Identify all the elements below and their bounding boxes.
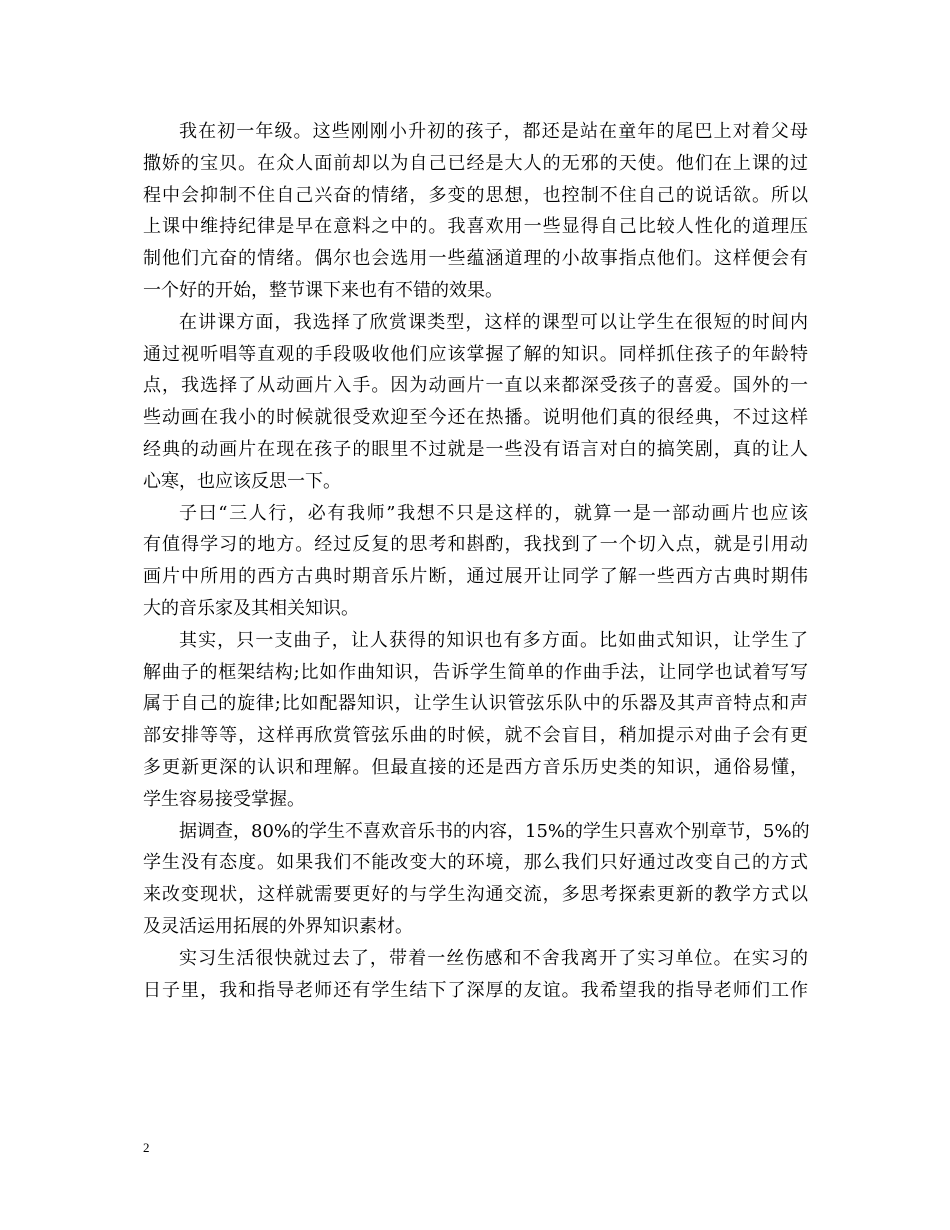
text-line: 来改变现状，这样就需要更好的与学生沟通交流，多思考探索更新的教学方式以 xyxy=(143,884,808,906)
text-line: 及灵活运用拓展的外界知识素材。 xyxy=(143,915,413,937)
document-body xyxy=(143,116,808,1006)
text-line: 学生容易接受掌握。 xyxy=(143,788,305,810)
text-line: 属于自己的旋律;比如配器知识，让学生认识管弦乐队中的乐器及其声音特点和声 xyxy=(143,693,808,715)
paragraph xyxy=(143,625,808,816)
text-line: 多更新更深的认识和理解。但最直接的还是西方音乐历史类的知识，通俗易懂， xyxy=(143,756,808,778)
text-line: 实习生活很快就过去了，带着一丝伤感和不舍我离开了实习单位。在实习的 xyxy=(179,947,808,969)
text-line: 通过视听唱等直观的手段吸收他们应该掌握了解的知识。同样抓住孩子的年龄特 xyxy=(143,343,808,365)
text-line: 在讲课方面，我选择了欣赏课类型，这样的课型可以让学生在很短的时间内 xyxy=(179,311,808,333)
text-line: 大的音乐家及其相关知识。 xyxy=(143,597,359,619)
paragraph xyxy=(143,116,808,307)
text-line: 一个好的开始，整节课下来也有不错的效果。 xyxy=(143,279,503,301)
paragraph xyxy=(143,943,808,1007)
text-line: 些动画在我小的时候就很受欢迎至今还在热播。说明他们真的很经典，不过这样 xyxy=(143,407,808,429)
text-line: 日子里，我和指导老师还有学生结下了深厚的友谊。我希望我的指导老师们工作 xyxy=(143,979,808,1001)
text-line: 我在初一年级。这些刚刚小升初的孩子，都还是站在童年的尾巴上对着父母 xyxy=(179,121,808,142)
text-line: 撒娇的宝贝。在众人面前却以为自己已经是大人的无邪的天使。他们在上课的过 xyxy=(143,152,808,174)
text-line: 解曲子的框架结构;比如作曲知识，告诉学生简单的作曲手法，让同学也试着写写 xyxy=(143,661,808,683)
paragraph xyxy=(143,498,808,625)
page-number: 2 xyxy=(143,1140,150,1155)
text-line: 点，我选择了从动画片入手。因为动画片一直以来都深受孩子的喜爱。国外的一 xyxy=(143,375,808,397)
paragraph xyxy=(143,816,808,943)
text-line: 程中会抑制不住自己兴奋的情绪，多变的思想，也控制不住自己的说话欲。所以 xyxy=(143,184,808,206)
text-line: 上课中维持纪律是早在意料之中的。我喜欢用一些显得自己比较人性化的道理压 xyxy=(143,216,808,238)
text-line: 其实，只一支曲子，让人获得的知识也有多方面。比如曲式知识，让学生了 xyxy=(179,629,808,651)
text-line: 子曰“三人行，必有我师”我想不只是这样的，就算一是一部动画片也应该 xyxy=(179,502,808,524)
text-line: 心寒，也应该反思一下。 xyxy=(143,470,341,492)
text-line: 部安排等等，这样再欣赏管弦乐曲的时候，就不会盲目，稍加提示对曲子会有更 xyxy=(143,725,808,747)
text-line: 经典的动画片在现在孩子的眼里不过就是一些没有语言对白的搞笑剧，真的让人 xyxy=(143,438,808,460)
text-line: 据调查，80%的学生不喜欢音乐书的内容，15%的学生只喜欢个别章节，5%的 xyxy=(179,820,810,842)
paragraph xyxy=(143,307,808,498)
text-line: 学生没有态度。如果我们不能改变大的环境，那么我们只好通过改变自己的方式 xyxy=(143,852,808,874)
text-line: 有值得学习的地方。经过反复的思考和斟酌，我找到了一个切入点，就是引用动 xyxy=(143,534,808,556)
text-line: 制他们亢奋的情绪。偶尔也会选用一些蕴涵道理的小故事指点他们。这样便会有 xyxy=(143,248,808,270)
text-line: 画片中所用的西方古典时期音乐片断，通过展开让同学了解一些西方古典时期伟 xyxy=(143,566,808,588)
